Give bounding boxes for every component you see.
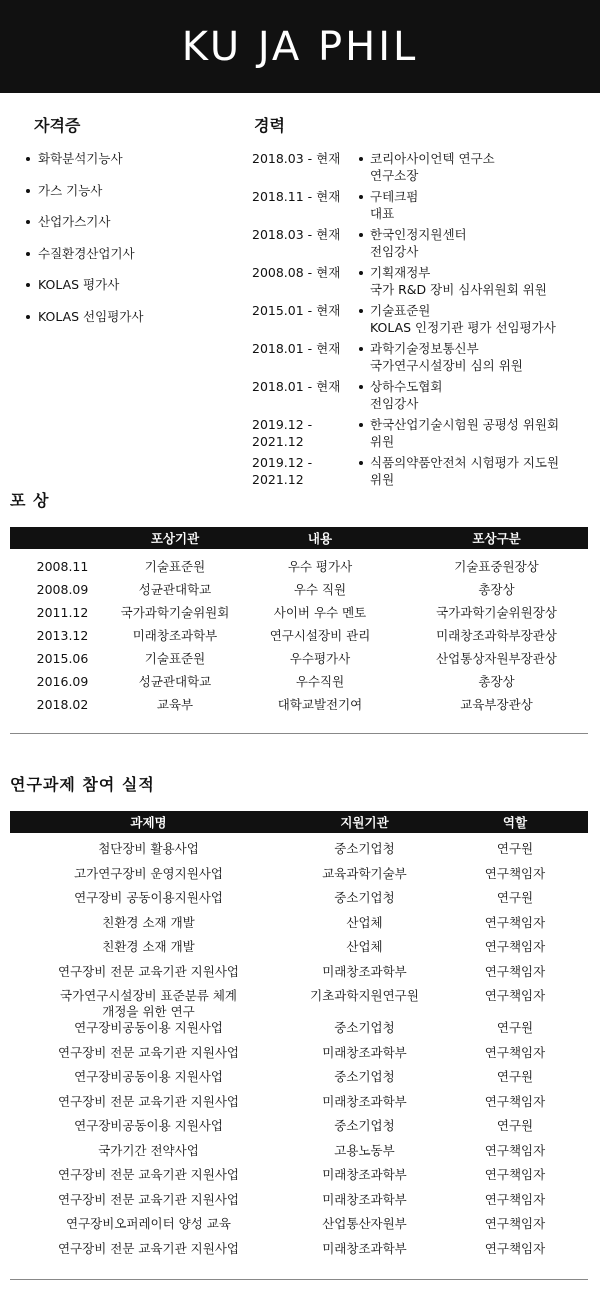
awards-header-row xyxy=(10,527,588,549)
bullet xyxy=(356,188,370,222)
table-cell: 연구장비 전문 교육기관 지원사업 xyxy=(58,1191,239,1207)
bullet xyxy=(356,226,370,260)
table-cell: 연구책임자 xyxy=(484,963,546,979)
certification-item: 수질환경산업기사 xyxy=(24,245,234,277)
table-cell: 우수 평가사 xyxy=(287,559,353,574)
table-cell: 미래창조과학부 xyxy=(322,1044,407,1060)
table-row xyxy=(10,833,588,866)
table-row xyxy=(10,1118,588,1143)
career-section xyxy=(252,113,592,492)
table-cell: 연구책임자 xyxy=(484,939,546,954)
career-period: 2019.12 - 2021.12 xyxy=(252,455,313,487)
career-line: 연구소장 xyxy=(370,168,419,183)
table-cell: 국가기간 전약사업 xyxy=(98,1142,199,1158)
table-cell: 연구원 xyxy=(496,1020,534,1035)
bullet xyxy=(356,150,370,184)
column-header xyxy=(10,527,115,549)
table-row xyxy=(10,939,588,964)
research-body xyxy=(10,833,588,1265)
table-cell: 연구원 xyxy=(496,1118,534,1133)
table-cell: 연구장비 공동이용지원사업 xyxy=(74,890,223,905)
table-cell: 연구장비오퍼레이터 양성 교육 xyxy=(66,1216,231,1231)
table-cell: 연구책임자 xyxy=(484,1044,546,1060)
table-row xyxy=(10,582,588,605)
table-cell: 연구책임자 xyxy=(484,1167,546,1182)
table-row xyxy=(10,890,588,915)
bullet xyxy=(356,340,370,374)
table-row xyxy=(10,628,588,651)
table-row xyxy=(10,605,588,628)
career-description xyxy=(370,150,592,184)
table-cell: 첨단장비 활용사업 xyxy=(98,841,199,856)
page-header xyxy=(0,0,600,93)
career-line: 코리아사이언텍 연구소 xyxy=(370,151,495,166)
table-cell: 미래창조과학부 xyxy=(322,963,407,979)
column-header: 과제명 xyxy=(10,811,287,833)
career-period: 2019.12 - 2021.12 xyxy=(252,417,313,449)
career-description xyxy=(370,340,592,374)
career-line: 위원 xyxy=(370,434,395,449)
career-line: 기술표준원 xyxy=(370,303,431,318)
table-cell: 우수 직원 xyxy=(293,582,347,597)
table-cell: 미래창조과학부 xyxy=(132,628,218,643)
table-cell: 기술표중원장상 xyxy=(454,559,539,574)
certification-item: KOLAS 선임평가사 xyxy=(24,308,234,340)
career-item xyxy=(252,188,592,222)
awards-section xyxy=(0,488,600,734)
career-line: 상하수도협회 xyxy=(370,379,443,394)
career-line: 식품의약품안전처 시험평가 지도원 xyxy=(370,455,560,470)
certifications-list xyxy=(24,150,234,339)
table-cell: 2013.12 xyxy=(36,628,89,643)
table-row xyxy=(10,1192,588,1217)
bullet xyxy=(356,302,370,336)
table-cell: 2008.11 xyxy=(36,559,89,574)
table-cell: 사이버 우수 멘토 xyxy=(273,605,367,620)
career-item xyxy=(252,150,592,184)
table-row xyxy=(10,1069,588,1094)
career-period: 2018.01 - 현재 xyxy=(252,379,341,394)
career-item xyxy=(252,378,592,412)
table-row xyxy=(10,988,588,1020)
table-row xyxy=(10,549,588,582)
table-cell: 연구책임자 xyxy=(484,1093,546,1109)
career-line: 전임강사 xyxy=(370,396,419,411)
career-item xyxy=(252,454,592,488)
table-cell: 연구장비 전문 교육기관 지원사업 xyxy=(58,1044,239,1060)
career-line: 위원 xyxy=(370,472,395,487)
certification-item: KOLAS 평가사 xyxy=(24,276,234,308)
table-cell: 연구원 xyxy=(496,890,534,905)
column-header: 포상구분 xyxy=(405,527,588,549)
table-cell: 고가연구장비 운영지원사업 xyxy=(74,865,223,881)
table-row xyxy=(10,1045,588,1070)
table-cell: 2008.09 xyxy=(36,582,89,597)
table-cell: 연구원 xyxy=(496,841,534,856)
table-row xyxy=(10,964,588,989)
awards-body xyxy=(10,549,588,720)
career-description xyxy=(370,416,592,450)
career-title: 경력 xyxy=(254,116,285,135)
table-cell: 성균관대학교 xyxy=(138,582,212,597)
certification-item: 가스 기능사 xyxy=(24,182,234,214)
career-item xyxy=(252,226,592,260)
table-cell: 연구장비 전문 교육기관 지원사업 xyxy=(58,963,239,979)
table-cell: 국가연구시설장비 표준분류 체계 개정을 위한 연구 xyxy=(60,988,237,1019)
table-cell: 2016.09 xyxy=(36,674,89,689)
career-period: 2018.03 - 현재 xyxy=(252,151,341,166)
career-item xyxy=(252,264,592,298)
table-cell: 교육부장관상 xyxy=(460,697,533,712)
table-cell: 총장상 xyxy=(478,582,515,597)
table-cell: 연구책임자 xyxy=(484,1142,546,1158)
certification-item: 화학분석기능사 xyxy=(24,150,234,182)
table-cell: 우수직원 xyxy=(295,674,345,689)
certifications-section xyxy=(24,113,234,339)
career-period: 2018.11 - 현재 xyxy=(252,189,341,204)
table-row xyxy=(10,1094,588,1119)
table-cell: 미래창조과학부장관상 xyxy=(436,628,557,643)
table-cell: 연구책임자 xyxy=(484,1216,546,1231)
table-cell: 친환경 소재 개발 xyxy=(102,914,195,930)
divider xyxy=(10,1279,588,1280)
career-description xyxy=(370,264,592,298)
top-section xyxy=(0,93,600,488)
column-header: 역할 xyxy=(442,811,588,833)
table-cell: 연구책임자 xyxy=(484,865,546,881)
table-row xyxy=(10,697,588,720)
career-period: 2018.01 - 현재 xyxy=(252,341,341,356)
bullet xyxy=(356,264,370,298)
table-cell: 연구장비공동이용 지원사업 xyxy=(74,1118,223,1133)
table-cell: 친환경 소재 개발 xyxy=(102,939,195,954)
career-description xyxy=(370,302,592,336)
career-period: 2018.03 - 현재 xyxy=(252,227,341,242)
certification-item: 산업가스기사 xyxy=(24,213,234,245)
career-item xyxy=(252,340,592,374)
table-row xyxy=(10,674,588,697)
awards-title: 포 상 xyxy=(10,491,50,510)
table-row xyxy=(10,1167,588,1192)
table-cell: 연구책임자 xyxy=(484,988,546,1003)
table-cell: 연구장비 전문 교육기관 지원사업 xyxy=(58,1167,239,1182)
table-row xyxy=(10,651,588,674)
table-cell: 연구장비공동이용 지원사업 xyxy=(74,1069,223,1084)
table-row xyxy=(10,866,588,891)
career-line: 과학기술정보통신부 xyxy=(370,341,479,356)
career-line: 기획재정부 xyxy=(370,265,431,280)
table-cell: 교육부 xyxy=(156,697,194,712)
bullet xyxy=(356,378,370,412)
person-name: KU JA PHIL xyxy=(181,23,419,70)
career-item xyxy=(252,416,592,450)
table-cell: 미래창조과학부 xyxy=(322,1167,407,1182)
table-row xyxy=(10,1241,588,1266)
table-cell: 산업체 xyxy=(346,914,383,930)
table-cell: 미래창조과학부 xyxy=(322,1093,407,1109)
table-cell: 고용노동부 xyxy=(334,1142,395,1158)
table-cell: 연구원 xyxy=(496,1069,534,1084)
table-cell: 연구책임자 xyxy=(484,1191,546,1207)
column-header: 지원기관 xyxy=(287,811,442,833)
bullet xyxy=(356,454,370,488)
career-description xyxy=(370,378,592,412)
table-cell: 대학교발전기여 xyxy=(277,697,363,712)
table-row xyxy=(10,915,588,940)
table-cell: 산업체 xyxy=(346,939,383,954)
career-item xyxy=(252,302,592,336)
column-header: 포상기관 xyxy=(115,527,235,549)
research-header-row xyxy=(10,811,588,833)
awards-table xyxy=(10,527,588,720)
table-cell: 연구책임자 xyxy=(484,914,546,930)
table-cell: 중소기업청 xyxy=(334,1020,395,1035)
table-row xyxy=(10,1143,588,1168)
column-header: 내용 xyxy=(235,527,405,549)
table-cell: 연구책임자 xyxy=(484,1240,546,1256)
research-table xyxy=(10,811,588,1265)
table-cell: 연구시설장비 관리 xyxy=(269,628,371,643)
table-row xyxy=(10,1216,588,1241)
table-cell: 성균관대학교 xyxy=(138,674,212,689)
research-section xyxy=(0,734,600,1280)
career-line: 국가연구시설장비 심의 위원 xyxy=(370,358,523,373)
table-cell: 국가과학기술위원회 xyxy=(120,605,230,620)
table-cell: 연구장비공동이용 지원사업 xyxy=(74,1020,223,1035)
career-line: 대표 xyxy=(370,206,395,221)
table-cell: 기술표준원 xyxy=(144,559,206,574)
career-description xyxy=(370,226,592,260)
table-cell: 2018.02 xyxy=(36,697,89,712)
career-period: 2008.08 - 현재 xyxy=(252,265,341,280)
career-line: KOLAS 인정기관 평가 선임평가사 xyxy=(370,320,556,335)
table-cell: 2015.06 xyxy=(36,651,89,666)
career-period: 2015.01 - 현재 xyxy=(252,303,341,318)
table-cell: 기초과학지원연구원 xyxy=(310,988,419,1003)
table-cell: 기술표준원 xyxy=(144,651,206,666)
table-cell: 산업통상자원부장관상 xyxy=(436,651,557,666)
table-cell: 미래창조과학부 xyxy=(322,1191,407,1207)
career-description xyxy=(370,454,592,488)
table-cell: 국가과학기술위원장상 xyxy=(436,605,557,620)
career-line: 한국산업기술시험원 공평성 위원회 xyxy=(370,417,560,432)
research-title: 연구과제 참여 실적 xyxy=(10,775,155,794)
table-cell: 연구장비 전문 교육기관 지원사업 xyxy=(58,1093,239,1109)
table-cell: 연구장비 전문 교육기관 지원사업 xyxy=(58,1240,239,1256)
career-list xyxy=(252,150,592,488)
table-cell: 산업통산자원부 xyxy=(322,1216,407,1231)
table-row xyxy=(10,1020,588,1045)
table-cell: 미래창조과학부 xyxy=(322,1240,407,1256)
table-cell: 중소기업청 xyxy=(334,1069,395,1084)
career-line: 구테크펌 xyxy=(370,189,419,204)
career-line: 국가 R&D 장비 심사위원회 위원 xyxy=(370,282,547,297)
table-cell: 2011.12 xyxy=(36,605,89,620)
certifications-title: 자격증 xyxy=(34,116,81,135)
career-description xyxy=(370,188,592,222)
table-cell: 중소기업청 xyxy=(334,841,395,856)
career-line: 전임강사 xyxy=(370,244,419,259)
table-cell: 우수평가사 xyxy=(289,651,351,666)
career-line: 한국인정지원센터 xyxy=(370,227,467,242)
table-cell: 중소기업청 xyxy=(334,1118,395,1133)
bullet xyxy=(356,416,370,450)
table-cell: 중소기업청 xyxy=(334,890,395,905)
table-cell: 총장상 xyxy=(478,674,515,689)
table-cell: 교육과학기술부 xyxy=(322,865,407,881)
